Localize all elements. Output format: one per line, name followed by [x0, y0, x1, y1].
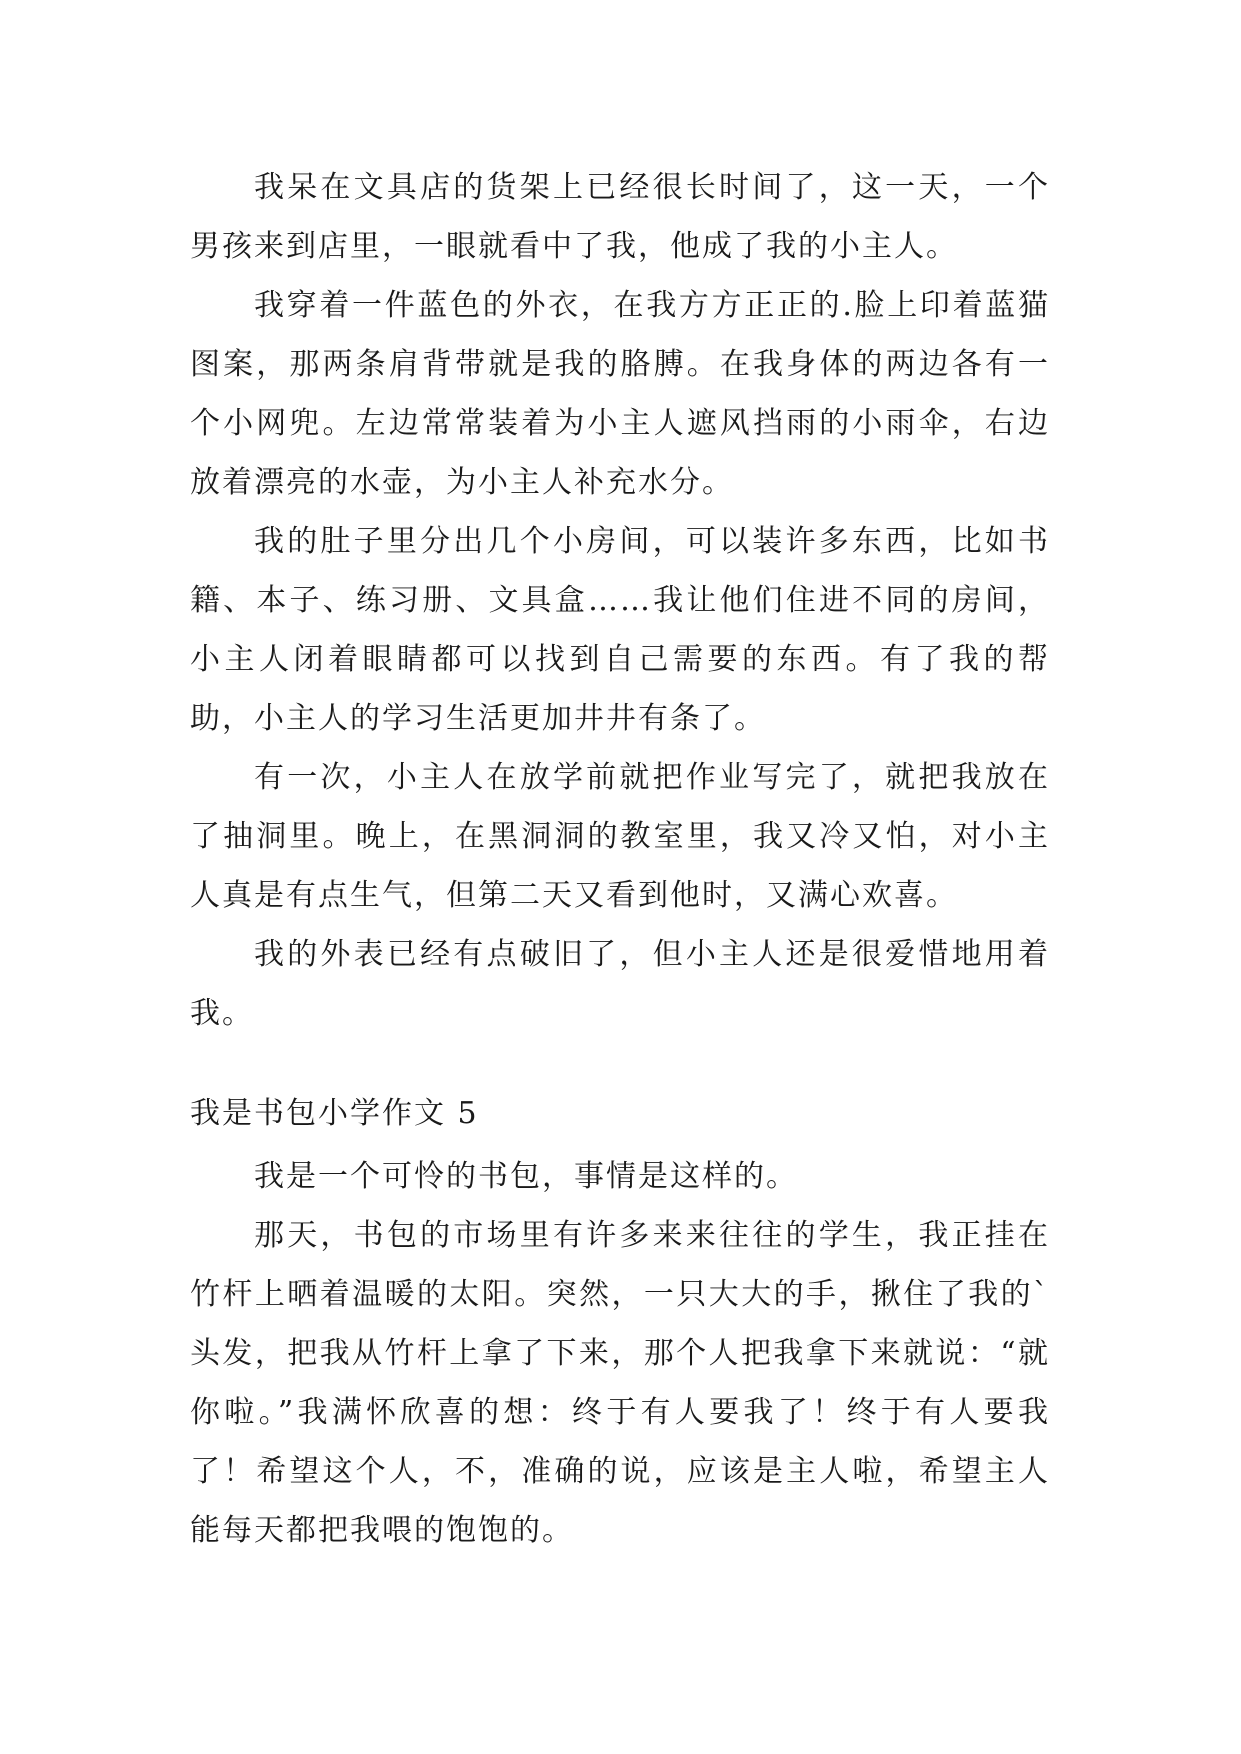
- paragraph: 我穿着一件蓝色的外衣，在我方方正正的.脸上印着蓝猫图案，那两条肩背带就是我的胳膊。在我身体的两边各有一个小网兜。左边常常装着为小主人遮风挡雨的小雨伞，右边放着漂亮的水壶，为小主人补充水分。: [190, 288, 1050, 500]
- paragraph: 我的肚子里分出几个小房间，可以装许多东西，比如书籍、本子、练习册、文具盒……我让他们住进不同的房间，小主人闭着眼睛都可以找到自己需要的东西。有了我的帮助，小主人的学习生活更加井井有条了。: [190, 524, 1050, 736]
- essay-title: 我是书包小学作文 5: [190, 1096, 479, 1131]
- paragraph: 我是一个可怜的书包，事情是这样的。: [254, 1159, 798, 1194]
- essay-section-1: [190, 158, 1050, 1043]
- paragraph: 我呆在文具店的货架上已经很长时间了，这一天，一个男孩来到店里，一眼就看中了我，他成了我的小主人。: [190, 170, 1050, 264]
- essay-section-2: [190, 1147, 1050, 1560]
- paragraph: 有一次，小主人在放学前就把作业写完了，就把我放在了抽洞里。晚上，在黑洞洞的教室里，我又冷又怕，对小主人真是有点生气，但第二天又看到他时，又满心欢喜。: [190, 760, 1050, 913]
- paragraph: 我的外表已经有点破旧了，但小主人还是很爱惜地用着我。: [190, 937, 1050, 1031]
- paragraph: 那天，书包的市场里有许多来来往往的学生，我正挂在竹杆上晒着温暖的太阳。突然，一只大大的手，揪住了我的`头发，把我从竹杆上拿了下来，那个人把我拿下来就说：“就你啦。”我满怀欣喜的想：终于有人要我了！终于有人要我了！希望这个人，不，准确的说，应该是主人啦，希望主人能每天都把我喂的饱饱的。: [190, 1218, 1050, 1548]
